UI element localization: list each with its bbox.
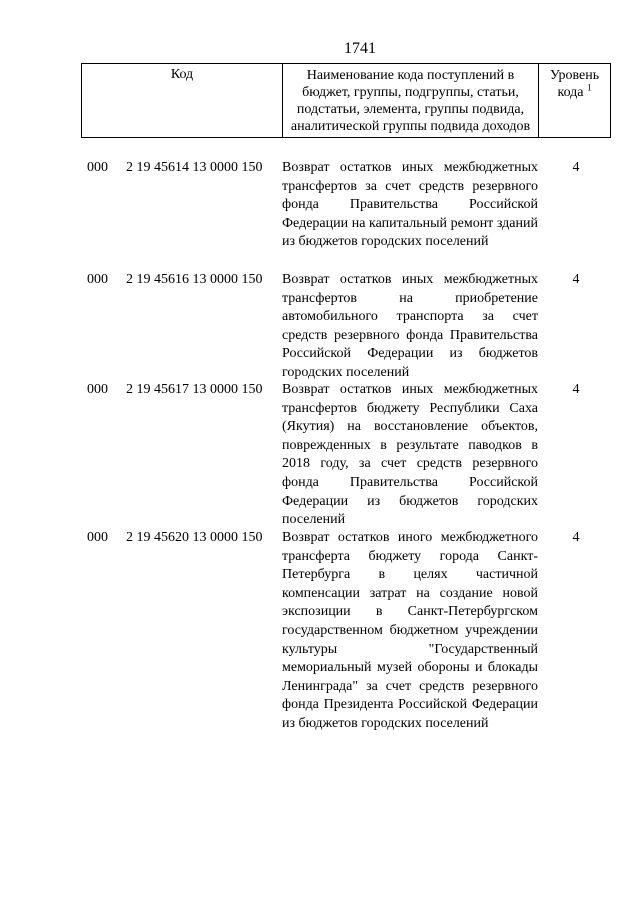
code-level: 4 (572, 272, 580, 287)
header-name-line: подстатьи, элемента, группы подвида, (296, 102, 525, 117)
admin-code: 000 (87, 382, 108, 397)
footnote-marker: 1 (587, 82, 592, 93)
revenue-description: Возврат остатков иных межбюджетных трансфертов бюджету Республики Саха (Якутия) на восстановление объектов, поврежденных в результате паводков в 2018 году, за счет средств резервного фонда Правительства Российской Федерации из бюджетов городских поселений (282, 382, 538, 528)
revenue-description: Возврат остатков иных межбюджетных трансфертов за счет средств резервного фонда Правительства Российской Федерации на капитальный ремонт зданий из бюджетов городских поселений (282, 160, 538, 250)
header-code-label: Код (170, 67, 194, 82)
revenue-code: 2 19 45620 13 0000 150 (126, 530, 263, 545)
header-name-line: аналитической группы подвида доходов (290, 119, 531, 134)
table-header (81, 63, 611, 138)
code-level: 4 (572, 530, 580, 545)
header-name-line: бюджет, группы, подгруппы, статьи, (302, 85, 519, 100)
revenue-description: Возврат остатков иного межбюджетного трансферта бюджету города Санкт-Петербурга в целях частичной компенсации затрат на создание новой экспозиции в Санкт-Петербургском государственном бюджетном учреждении культуры "Государственный мемориальный музей обороны и блокады Ленинграда" за счет средств резервного фонда Президента Российской Федерации из бюджетов городских поселений (282, 530, 538, 731)
header-name (282, 64, 538, 137)
code-level: 4 (572, 160, 580, 175)
header-code (82, 64, 282, 137)
header-name-line: Наименование кода поступлений в (306, 68, 515, 83)
header-level-label: кода (557, 85, 584, 100)
revenue-code: 2 19 45616 13 0000 150 (126, 272, 263, 287)
revenue-code: 2 19 45614 13 0000 150 (126, 160, 263, 175)
code-level: 4 (572, 382, 580, 397)
revenue-description: Возврат остатков иных межбюджетных трансфертов на приобретение автомобильного транспорта за счет средств резервного фонда Правительства Российской Федерации из бюджетов городских поселений (282, 272, 538, 380)
header-level-line: Уровень (549, 68, 600, 83)
page-number: 1741 (344, 40, 376, 57)
revenue-code: 2 19 45617 13 0000 150 (126, 382, 263, 397)
header-level-line (539, 84, 610, 101)
admin-code: 000 (87, 160, 108, 175)
admin-code: 000 (87, 272, 108, 287)
header-level (538, 64, 610, 137)
admin-code: 000 (87, 530, 108, 545)
